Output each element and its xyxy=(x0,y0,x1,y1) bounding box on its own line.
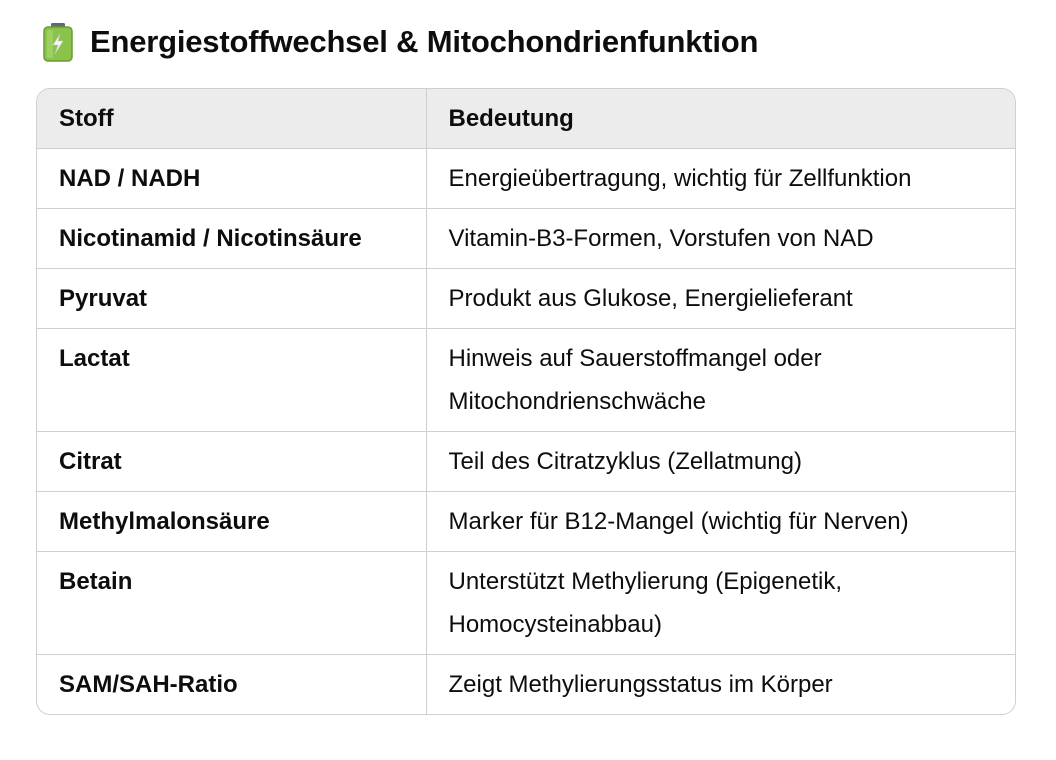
table-row xyxy=(37,492,1015,552)
cell-bedeutung: Marker für B12-Mangel (wichtig für Nerven) xyxy=(426,492,1015,552)
cell-bedeutung: Energieübertragung, wichtig für Zellfunktion xyxy=(426,149,1015,209)
table-row xyxy=(37,209,1015,269)
cell-bedeutung: Unterstützt Methylierung (Epigenetik, Homocysteinabbau) xyxy=(426,552,1015,655)
column-header-bedeutung: Bedeutung xyxy=(426,89,1015,149)
table-row xyxy=(37,149,1015,209)
cell-stoff: Nicotinamid / Nicotinsäure xyxy=(37,209,426,269)
table-row xyxy=(37,269,1015,329)
cell-stoff: Betain xyxy=(37,552,426,655)
substances-table xyxy=(36,88,1016,715)
page-heading xyxy=(40,22,758,62)
table-row xyxy=(37,329,1015,432)
cell-stoff: Methylmalonsäure xyxy=(37,492,426,552)
cell-stoff: NAD / NADH xyxy=(37,149,426,209)
cell-bedeutung: Vitamin-B3-Formen, Vorstufen von NAD xyxy=(426,209,1015,269)
battery-icon xyxy=(40,22,76,62)
table-row xyxy=(37,655,1015,715)
table-row xyxy=(37,432,1015,492)
table-header-row xyxy=(37,89,1015,149)
cell-bedeutung: Produkt aus Glukose, Energielieferant xyxy=(426,269,1015,329)
cell-bedeutung: Zeigt Methylierungsstatus im Körper xyxy=(426,655,1015,715)
cell-stoff: Citrat xyxy=(37,432,426,492)
cell-bedeutung: Teil des Citratzyklus (Zellatmung) xyxy=(426,432,1015,492)
page-title: Energiestoffwechsel & Mitochondrienfunktion xyxy=(90,24,759,59)
cell-stoff: Pyruvat xyxy=(37,269,426,329)
cell-bedeutung: Hinweis auf Sauerstoffmangel oder Mitochondrienschwäche xyxy=(426,329,1015,432)
cell-stoff: Lactat xyxy=(37,329,426,432)
column-header-stoff: Stoff xyxy=(37,89,426,149)
cell-stoff: SAM/SAH-Ratio xyxy=(59,671,238,698)
table-row xyxy=(37,552,1015,655)
